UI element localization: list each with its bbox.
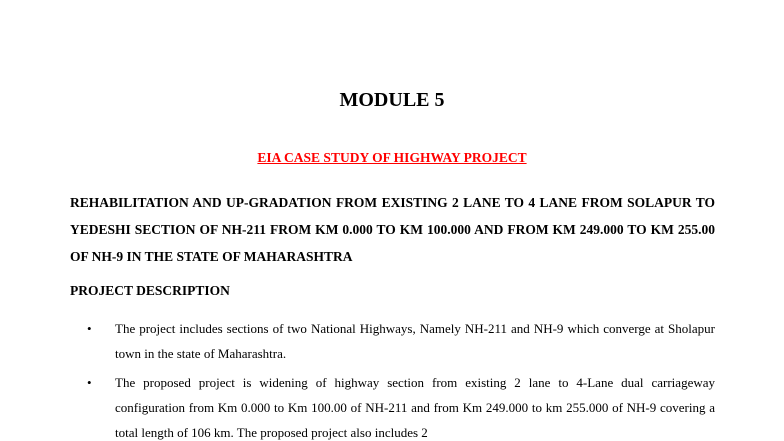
bullet-text: The proposed project is widening of highway section from existing 2 lane to 4-Lane dual carriageway configuration from Km 0.000 to Km 100.00 of NH-211 and from Km 249.000 to km 255.000 of NH-9 covering a total length of 106 km. The proposed project also includes 2 bbox=[115, 375, 715, 440]
bullet-list bbox=[0, 316, 784, 441]
module-title: MODULE 5 bbox=[339, 89, 445, 111]
bullet-item-2 bbox=[0, 370, 784, 441]
bullet-icon: • bbox=[87, 375, 92, 390]
project-title: REHABILITATION AND UP-GRADATION FROM EXISTING 2 LANE TO 4 LANE FROM SOLAPUR TO YEDESHI SECTION OF NH-211 FROM KM 0.000 TO KM 100.000 AND FROM KM 249.000 TO KM 255.00 OF NH-9 IN THE STATE OF MAHARASHTRA bbox=[70, 195, 715, 264]
bullet-text: The project includes sections of two National Highways, Namely NH-211 and NH-9 which converge at Sholapur town in the state of Maharashtra. bbox=[115, 321, 715, 361]
bullet-icon: • bbox=[87, 321, 92, 336]
case-study-title: EIA CASE STUDY OF HIGHWAY PROJECT bbox=[257, 150, 527, 165]
bullet-item-1 bbox=[0, 316, 784, 366]
section-heading-project-description: PROJECT DESCRIPTION bbox=[70, 283, 230, 298]
